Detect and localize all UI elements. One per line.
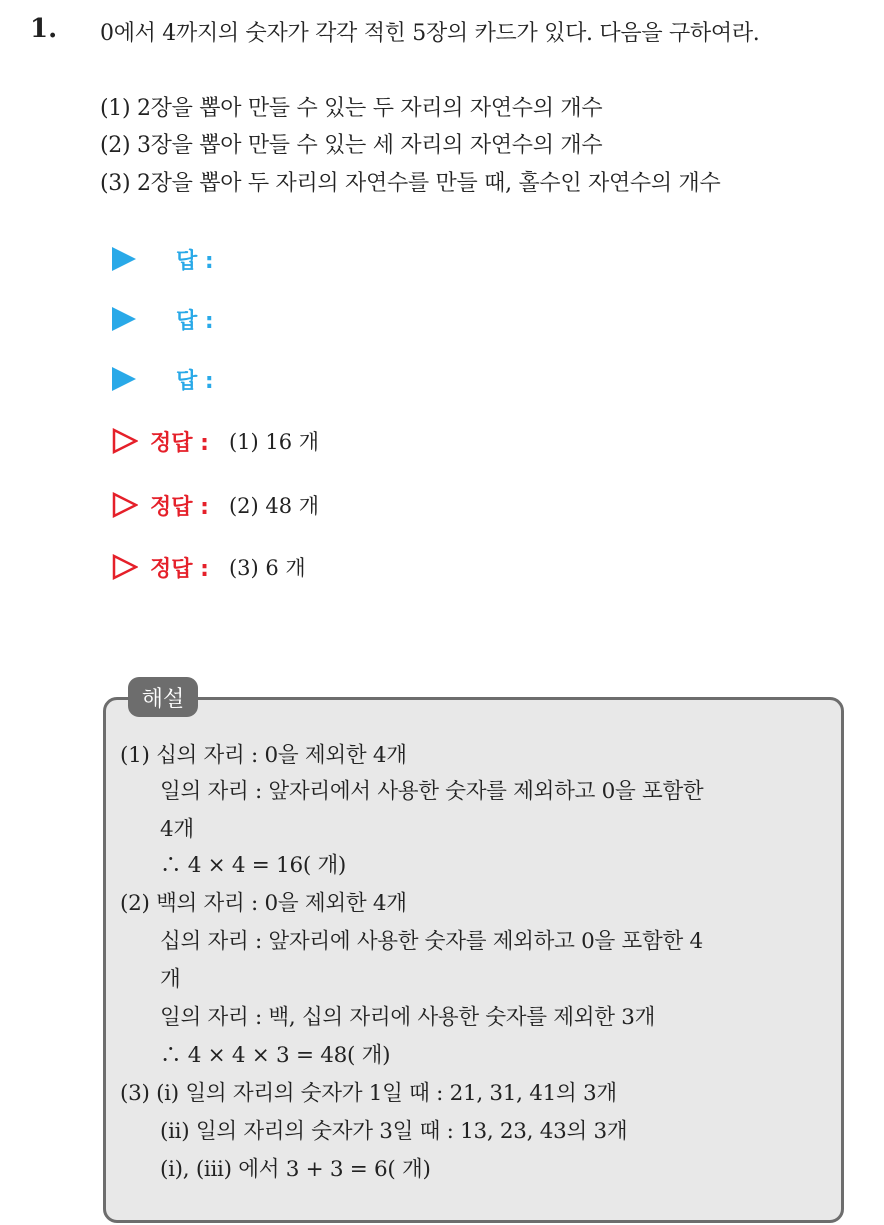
answer-label: 답 : xyxy=(176,248,214,274)
answer-row-2 xyxy=(112,304,214,334)
solution-title-tab: 해설 xyxy=(128,677,198,717)
answer-label: 답 : xyxy=(176,368,214,394)
correct-answer-label: 정답 : xyxy=(150,494,209,520)
correct-answer-row-2 xyxy=(112,488,319,522)
correct-answer-row-1 xyxy=(112,424,319,458)
answer-row-3 xyxy=(112,364,214,394)
solution-line-12: (i), (iii) 에서 3 + 3 = 6( 개) xyxy=(160,1157,431,1182)
question-text: 0에서 4까지의 숫자가 각각 적힌 5장의 카드가 있다. 다음을 구하여라. xyxy=(100,21,760,46)
filled-triangle-icon xyxy=(112,307,136,331)
correct-answer-label: 정답 : xyxy=(150,556,209,582)
correct-answer-value: (3) 6 개 xyxy=(228,556,306,580)
filled-triangle-icon xyxy=(112,247,136,271)
solution-line-4: ∴ 4 × 4 = 16( 개) xyxy=(160,853,346,878)
correct-answer-value: (1) 16 개 xyxy=(228,430,320,454)
outline-triangle-icon xyxy=(112,428,138,454)
solution-line-3: 4개 xyxy=(160,817,194,842)
sub-question-3: (3) 2장을 뽑아 두 자리의 자연수를 만들 때, 홀수인 자연수의 개수 xyxy=(100,171,721,196)
correct-answer-value: (2) 48 개 xyxy=(228,494,320,518)
solution-line-11: (ii) 일의 자리의 숫자가 3일 때 : 13, 23, 43의 3개 xyxy=(160,1119,628,1144)
correct-answer-row-3 xyxy=(112,550,306,584)
correct-answer-label: 정답 : xyxy=(150,430,209,456)
sub-question-2: (2) 3장을 뽑아 만들 수 있는 세 자리의 자연수의 개수 xyxy=(100,133,603,158)
solution-line-5: (2) 백의 자리 : 0을 제외한 4개 xyxy=(120,891,407,916)
solution-line-6: 십의 자리 : 앞자리에 사용한 숫자를 제외하고 0을 포함한 4 xyxy=(160,929,703,954)
solution-line-1: (1) 십의 자리 : 0을 제외한 4개 xyxy=(120,743,407,768)
solution-line-8: 일의 자리 : 백, 십의 자리에 사용한 숫자를 제외한 3개 xyxy=(160,1005,656,1030)
outline-triangle-icon xyxy=(112,554,138,580)
question-number: 1. xyxy=(30,14,58,44)
solution-line-7: 개 xyxy=(160,967,181,992)
answer-label: 답 : xyxy=(176,308,214,334)
sub-question-1: (1) 2장을 뽑아 만들 수 있는 두 자리의 자연수의 개수 xyxy=(100,96,603,121)
filled-triangle-icon xyxy=(112,367,136,391)
solution-line-9: ∴ 4 × 4 × 3 = 48( 개) xyxy=(160,1043,391,1068)
answer-row-1 xyxy=(112,244,214,274)
outline-triangle-icon xyxy=(112,492,138,518)
solution-line-10: (3) (i) 일의 자리의 숫자가 1일 때 : 21, 31, 41의 3개 xyxy=(120,1081,617,1106)
solution-line-2: 일의 자리 : 앞자리에서 사용한 숫자를 제외하고 0을 포함한 xyxy=(160,779,704,804)
